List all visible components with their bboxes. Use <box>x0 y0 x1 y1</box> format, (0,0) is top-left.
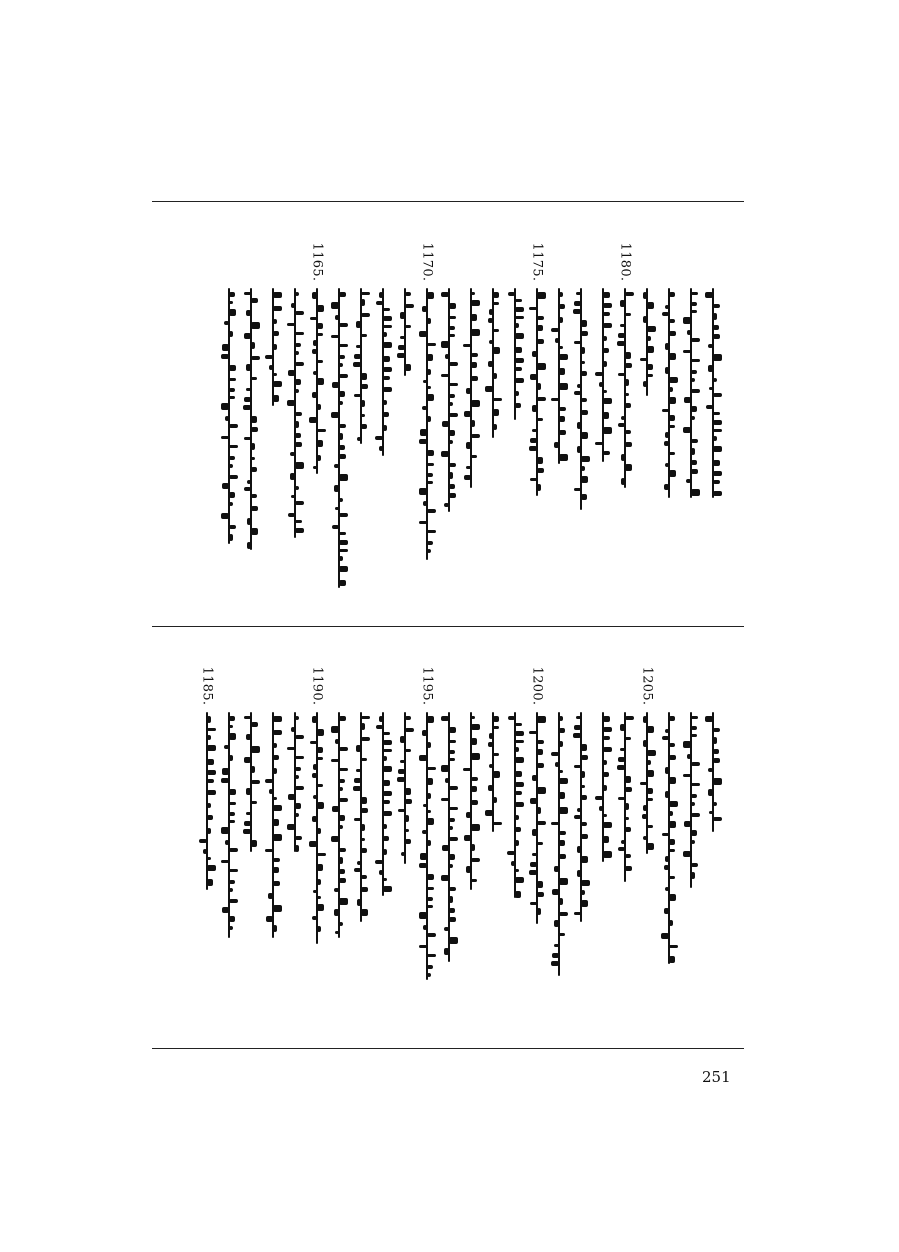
line-number <box>304 240 330 284</box>
script-glyph-line <box>508 712 522 898</box>
script-glyph-line <box>398 288 412 376</box>
line-number-text: 1190. <box>309 666 325 706</box>
script-glyph-line <box>420 288 434 560</box>
line-number-text: 1180. <box>617 242 633 282</box>
script-glyph-line <box>596 288 610 462</box>
line-number-text: 1165. <box>309 242 325 282</box>
script-glyph-line <box>530 288 544 496</box>
script-glyph-line <box>640 712 654 854</box>
line-number <box>194 664 220 708</box>
script-glyph-line <box>640 288 654 396</box>
script-glyph-line <box>420 712 434 980</box>
script-glyph-line <box>288 288 302 538</box>
line-number <box>524 664 550 708</box>
script-glyph-line <box>684 712 698 888</box>
line-number-text: 1185. <box>199 666 215 706</box>
script-glyph-line <box>332 288 346 588</box>
script-glyph-line <box>552 712 566 976</box>
script-glyph-line <box>244 712 258 852</box>
line-number <box>524 240 550 284</box>
script-glyph-line <box>398 712 412 864</box>
middle-rule <box>152 626 744 627</box>
script-glyph-line <box>618 712 632 882</box>
script-glyph-line <box>442 712 456 962</box>
script-glyph-line <box>332 712 346 938</box>
script-glyph-line <box>552 288 566 464</box>
script-glyph-line <box>244 288 258 550</box>
script-glyph-line <box>530 712 544 924</box>
script-glyph-line <box>574 288 588 510</box>
line-number <box>414 664 440 708</box>
script-glyph-line <box>222 288 236 544</box>
script-glyph-line <box>310 712 324 944</box>
script-glyph-line <box>662 288 676 498</box>
script-glyph-line <box>354 288 368 444</box>
script-glyph-line <box>266 288 280 406</box>
script-glyph-line <box>200 712 214 890</box>
bottom-rule <box>152 1048 744 1049</box>
script-glyph-line <box>266 712 280 938</box>
top-rule <box>152 201 744 202</box>
script-glyph-line <box>486 712 500 832</box>
script-glyph-line <box>222 712 236 938</box>
script-glyph-line <box>442 288 456 512</box>
line-number <box>612 240 638 284</box>
script-glyph-line <box>706 288 720 498</box>
script-glyph-line <box>618 288 632 488</box>
line-number-text: 1195. <box>419 666 435 706</box>
line-number-text: 1175. <box>529 242 545 282</box>
script-glyph-line <box>354 712 368 922</box>
line-number <box>414 240 440 284</box>
line-number <box>304 664 330 708</box>
script-glyph-line <box>464 288 478 488</box>
script-glyph-line <box>508 288 522 420</box>
script-glyph-line <box>684 288 698 498</box>
script-glyph-line <box>310 288 324 474</box>
script-glyph-line <box>596 712 610 862</box>
line-number <box>634 664 660 708</box>
script-glyph-line <box>288 712 302 852</box>
line-number-text: 1205. <box>639 666 655 706</box>
script-glyph-line <box>376 712 390 896</box>
script-glyph-line <box>706 712 720 832</box>
line-number-text: 1170. <box>419 242 435 282</box>
script-glyph-line <box>376 288 390 456</box>
page-number: 251 <box>702 1068 731 1086</box>
script-glyph-line <box>662 712 676 964</box>
line-number-text: 1200. <box>529 666 545 706</box>
script-glyph-line <box>574 712 588 922</box>
script-glyph-line <box>464 712 478 890</box>
script-glyph-line <box>486 288 500 438</box>
